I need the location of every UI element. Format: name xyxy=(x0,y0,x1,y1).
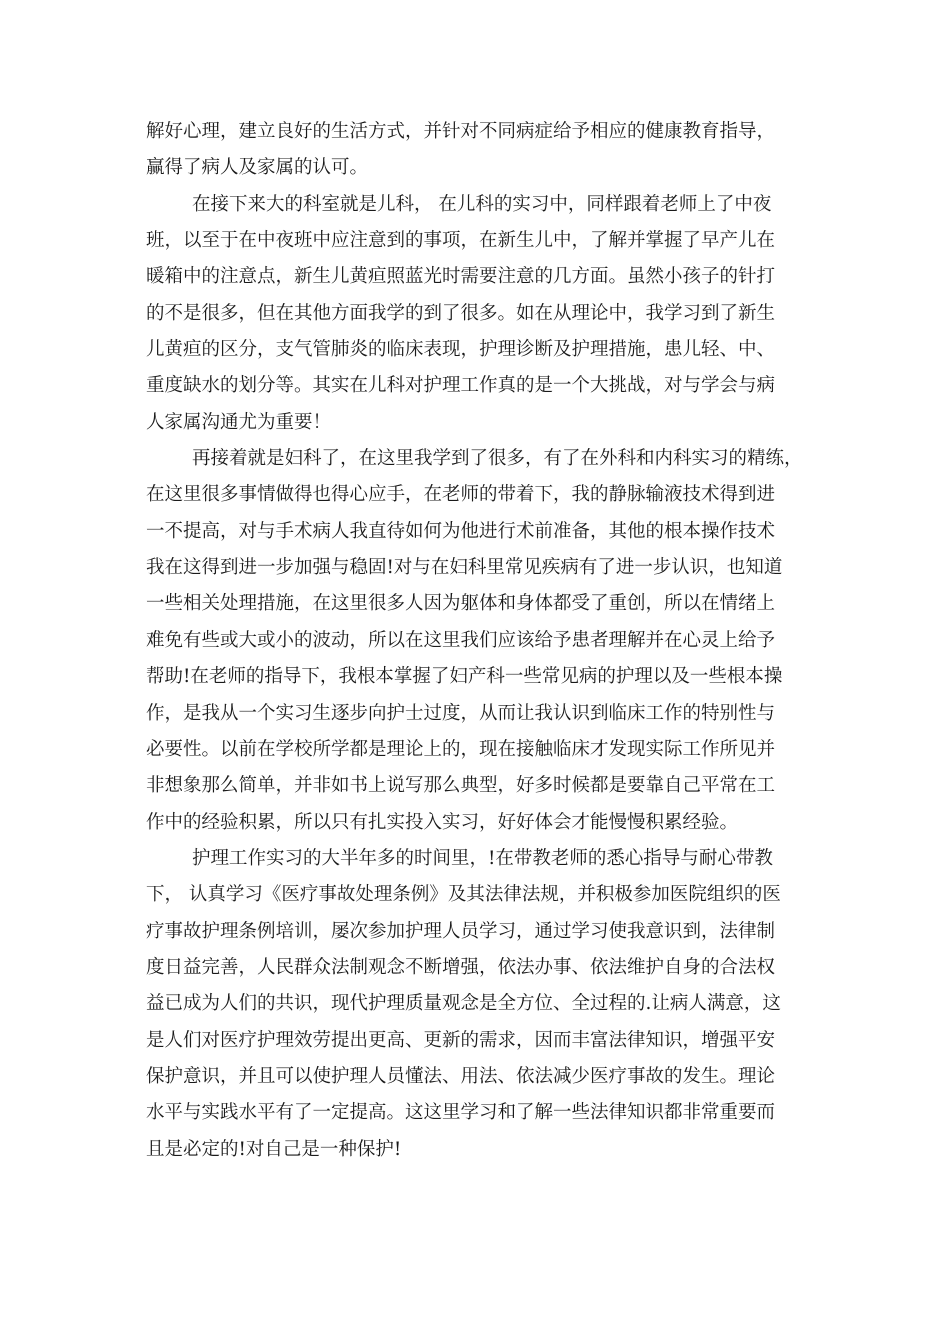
text-line: 我在这得到进一步加强与稳固!对与在妇科里常见疾病有了进一步认识，也知道 xyxy=(146,557,783,579)
text-line: 必要性。以前在学校所学都是理论上的，现在接触临床才发现实际工作所见并 xyxy=(146,738,776,760)
paragraph-first-line: 护理工作实习的大半年多的时间里，!在带教老师的悉心指导与耐心带教 xyxy=(192,847,773,869)
text-line: 在这里很多事情做得也得心应手，在老师的带着下，我的静脉输液技术得到进 xyxy=(146,484,776,506)
text-line: 儿黄疸的区分，支气管肺炎的临床表现，护理诊断及护理措施，患儿轻、中、 xyxy=(146,339,776,361)
paragraph-first-line: 再接着就是妇科了，在这里我学到了很多，有了在外科和内科实习的精练， xyxy=(192,448,803,470)
text-line: 难免有些或大或小的波动，所以在这里我们应该给予患者理解并在心灵上给予 xyxy=(146,629,776,651)
text-line: 解好心理，建立良好的生活方式，并针对不同病症给予相应的健康教育指导， xyxy=(146,121,776,142)
text-line: 非想象那么简单，并非如书上说写那么典型，好多时候都是要靠自己平常在工 xyxy=(146,775,776,797)
text-line: 疗事故护理条例培训，屡次参加护理人员学习，通过学习使我意识到，法律制 xyxy=(146,920,776,942)
text-line: 作，是我从一个实习生逐步向护士过度，从而让我认识到临床工作的特别性与 xyxy=(146,702,776,724)
text-line: 一不提高，对与手术病人我直待如何为他进行术前准备，其他的根本操作技术 xyxy=(146,520,776,542)
text-line: 重度缺水的划分等。其实在儿科对护理工作真的是一个大挑战，对与学会与病 xyxy=(146,375,776,397)
text-line: 保护意识，并且可以使护理人员懂法、用法、依法减少医疗事故的发生。理论 xyxy=(146,1065,776,1087)
text-line: 帮助!在老师的指导下，我根本掌握了妇产科一些常见病的护理以及一些根本操 xyxy=(146,666,783,688)
text-line: 是人们对医疗护理效劳提出更高、更新的需求，因而丰富法律知识，增强平安 xyxy=(146,1029,776,1051)
paragraph-first-line: 在接下来大的科室就是儿科， 在儿科的实习中，同样跟着老师上了中夜 xyxy=(192,193,772,215)
text-line: 下， 认真学习《医疗事故处理条例》及其法律法规，并积极参加医院组织的医 xyxy=(146,884,781,906)
text-line: 益已成为人们的共识，现代护理质量观念是全方位、全过程的.让病人满意，这 xyxy=(146,993,781,1015)
text-line: 水平与实践水平有了一定提高。这这里学习和了解一些法律知识都非常重要而 xyxy=(146,1102,776,1124)
text-line: 一些相关处理措施，在这里很多人因为躯体和身体都受了重创，所以在情绪上 xyxy=(146,593,776,615)
text-line: 的不是很多，但在其他方面我学的到了很多。如在从理论中，我学习到了新生 xyxy=(146,302,776,324)
text-line: 度日益完善，人民群众法制观念不断增强，依法办事、依法维护自身的合法权 xyxy=(146,956,776,978)
text-line: 班，以至于在中夜班中应注意到的事项，在新生儿中，了解并掌握了早产儿在 xyxy=(146,230,776,252)
text-line: 人家属沟通尤为重要！ xyxy=(146,411,332,433)
text-line: 作中的经验积累，所以只有扎实投入实习，好好体会才能慢慢积累经验。 xyxy=(146,811,739,833)
document-body xyxy=(146,114,826,1168)
text-line: 且是必定的!对自己是一种保护! xyxy=(146,1138,402,1160)
text-line: 赢得了病人及家属的认可。 xyxy=(146,157,369,179)
text-line: 暖箱中的注意点，新生儿黄疸照蓝光时需要注意的几方面。虽然小孩子的针打 xyxy=(146,266,776,288)
